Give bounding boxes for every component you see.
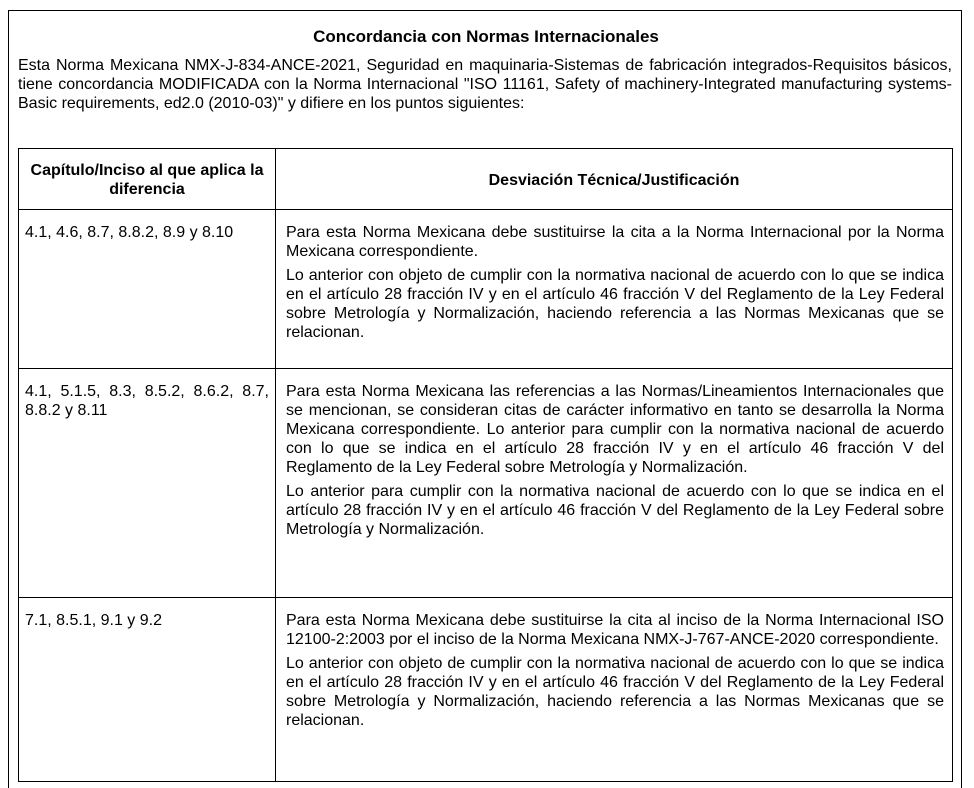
header-chapter: Capítulo/Inciso al que aplica la diferencia [19, 149, 276, 210]
justification-paragraph: Lo anterior con objeto de cumplir con la normativa nacional de acuerdo con lo que se indica en el artículo 28 fracción IV y en el artículo 46 fracción V del Reglamento de la Ley Federal sobre Metrología y Normalización, haciendo referencia a las Normas Mexicanas que se relacionan. [286, 267, 944, 341]
table-row [19, 598, 953, 782]
deviation-paragraph: Para esta Norma Mexicana las referencias a las Normas/Lineamientos Internacionales que se mencionan, se consideran citas de carácter informativo en tanto se desarrolla la Norma Mexicana correspondiente. Lo anterior para cumplir con la normativa nacional de acuerdo con lo que se indica en el artículo 28 fracción IV y en el artículo 46 fracción V del Reglamento de la Ley Federal sobre Metrología y Normalización. [286, 383, 944, 476]
justification-paragraph: Lo anterior con objeto de cumplir con la normativa nacional de acuerdo con lo que se indica en el artículo 28 fracción IV y en el artículo 46 fracción V del Reglamento de la Ley Federal sobre Metrología y Normalización, haciendo referencia a las Normas Mexicanas que se relacionan. [286, 655, 944, 729]
justification-paragraph: Lo anterior para cumplir con la normativa nacional de acuerdo con lo que se indica en el artículo 28 fracción IV y en el artículo 46 fracción V del Reglamento de la Ley Federal sobre Metrología y Normalización. [286, 483, 944, 538]
deviation-paragraph: Para esta Norma Mexicana debe sustituirse la cita al inciso de la Norma Internacional ISO 12100-2:2003 por el inciso de la Norma Mexicana NMX-J-767-ANCE-2020 correspondiente. [286, 612, 944, 648]
intro-paragraph: Esta Norma Mexicana NMX-J-834-ANCE-2021, Seguridad en maquinaria-Sistemas de fabricación integrados-Requisitos básicos, tiene concordancia MODIFICADA con la Norma Internacional "ISO 11161, Safety of machinery-Integrated manufacturing systems-Basic requirements, ed2.0 (2010-03)" y difiere en los puntos siguientes: [18, 57, 952, 112]
chapter-cell: 7.1, 8.5.1, 9.1 y 9.2 [19, 598, 276, 782]
deviation-paragraph: Para esta Norma Mexicana debe sustituirse la cita a la Norma Internacional por la Norma Mexicana correspondiente. [286, 224, 944, 260]
deviation-cell [276, 369, 953, 598]
table-row [19, 210, 953, 369]
table-row [19, 369, 953, 598]
deviation-cell [276, 210, 953, 369]
table-header-row [19, 149, 953, 210]
section-title: Concordancia con Normas Internacionales [313, 27, 659, 46]
document-frame [8, 10, 962, 788]
header-deviation: Desviación Técnica/Justificación [276, 149, 953, 210]
deviation-cell [276, 598, 953, 782]
chapter-cell: 4.1, 4.6, 8.7, 8.8.2, 8.9 y 8.10 [19, 210, 276, 369]
chapter-cell: 4.1, 5.1.5, 8.3, 8.5.2, 8.6.2, 8.7, 8.8.2 y 8.11 [19, 369, 276, 598]
concordance-table [18, 148, 953, 782]
